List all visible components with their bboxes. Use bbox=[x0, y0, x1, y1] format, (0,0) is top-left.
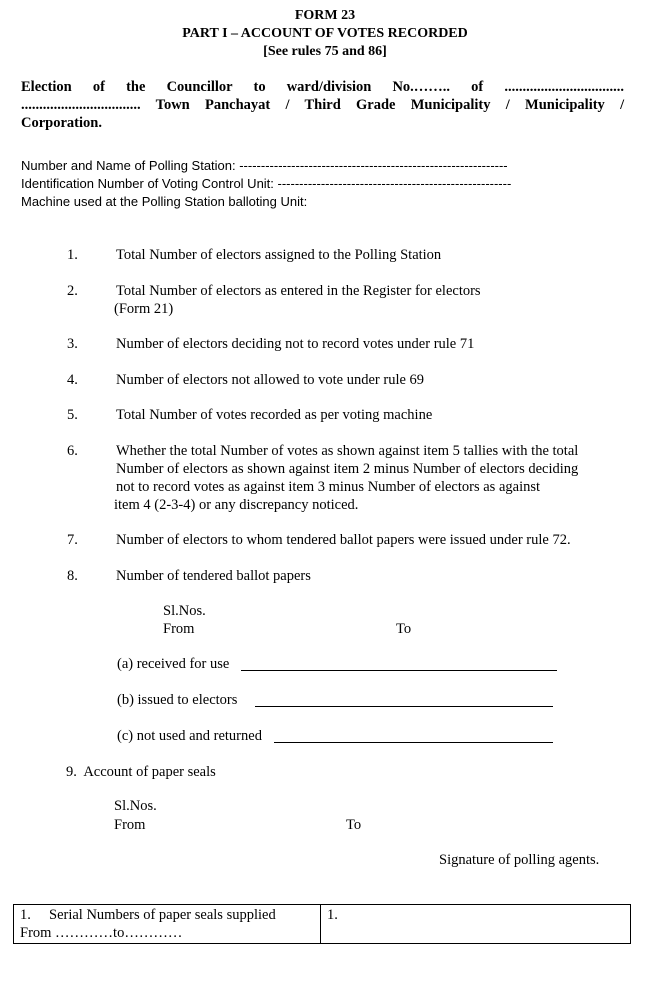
received-for-use-blank[interactable] bbox=[241, 670, 557, 671]
tendered-to-label: To bbox=[396, 621, 412, 637]
item-text-line: Number of electors as shown against item 2 minus Number of electors deciding bbox=[116, 461, 579, 477]
paper-seals-heading: 9. Account of paper seals bbox=[66, 764, 216, 780]
election-line-2-word: Municipality bbox=[410, 97, 491, 113]
election-line-2-word: / bbox=[505, 97, 510, 113]
election-line-1 bbox=[21, 79, 624, 96]
item-text-line: Number of tendered ballot papers bbox=[116, 568, 311, 584]
polling-agents-signature-label: Signature of polling agents. bbox=[439, 852, 600, 868]
table-entry-number: 1. bbox=[327, 907, 338, 923]
tendered-from-label: From bbox=[163, 621, 195, 637]
election-line-1-word: to bbox=[253, 79, 266, 95]
election-line-3: Corporation. bbox=[21, 115, 102, 131]
issued-to-electors-label: (b) issued to electors bbox=[117, 692, 238, 708]
form-rules-reference: [See rules 75 and 86] bbox=[263, 44, 387, 59]
item-number: 2. bbox=[67, 283, 78, 299]
item-number: 4. bbox=[67, 372, 78, 388]
election-line-2-word: Grade bbox=[356, 97, 396, 113]
item-number: 8. bbox=[67, 568, 78, 584]
received-for-use-label: (a) received for use bbox=[117, 656, 230, 672]
item-text-line: not to record votes as against item 3 minus Number of electors as against bbox=[116, 479, 541, 495]
seals-slnos-label: Sl.Nos. bbox=[114, 798, 157, 814]
tendered-slnos-label: Sl.Nos. bbox=[163, 603, 206, 619]
not-used-returned-label: (c) not used and returned bbox=[117, 728, 262, 744]
item-text-line: Number of electors not allowed to vote under rule 69 bbox=[116, 372, 425, 388]
form-number: FORM 23 bbox=[294, 8, 356, 23]
election-line-2 bbox=[21, 97, 624, 114]
seals-to-label: To bbox=[346, 817, 362, 833]
item-number: 5. bbox=[67, 407, 78, 423]
election-line-1-word: of bbox=[92, 79, 105, 95]
not-used-returned-blank[interactable] bbox=[274, 742, 553, 743]
election-line-1-word: Election bbox=[21, 79, 72, 95]
item-text-line: (Form 21) bbox=[114, 301, 174, 317]
election-line-1-word: Councillor bbox=[166, 79, 233, 95]
election-line-2-word: / bbox=[620, 97, 625, 113]
election-line-2-word: / bbox=[285, 97, 290, 113]
item-text-line: Total Number of electors assigned to the Polling Station bbox=[116, 247, 442, 263]
serial-numbers-label: 1. Serial Numbers of paper seals supplied bbox=[20, 907, 276, 923]
item-text-line: item 4 (2-3-4) or any discrepancy noticed. bbox=[114, 497, 359, 513]
item-text-line: Number of electors deciding not to record votes under rule 71 bbox=[116, 336, 475, 352]
election-line-1-word: No.…….. bbox=[392, 79, 451, 95]
voting-control-unit-id-field: Identification Number of Voting Control Unit: ------------------------------------------------------ bbox=[21, 176, 512, 191]
election-line-2-word: Panchayat bbox=[205, 97, 271, 113]
item-text-line: Whether the total Number of votes as shown against item 5 tallies with the total bbox=[116, 443, 579, 459]
election-line-2-word: Town bbox=[155, 97, 190, 113]
election-line-1-word: of bbox=[471, 79, 484, 95]
item-number: 7. bbox=[67, 532, 78, 548]
item-text-line: Total Number of votes recorded as per voting machine bbox=[116, 407, 433, 423]
paper-seals-table bbox=[13, 904, 631, 944]
election-line-1-word: the bbox=[126, 79, 146, 95]
serial-numbers-range: From …………to………… bbox=[20, 925, 183, 941]
seals-from-label: From bbox=[114, 817, 146, 833]
election-line-1-word: ward/division bbox=[286, 79, 372, 95]
election-line-1-word: ................................. bbox=[504, 79, 625, 95]
item-number: 1. bbox=[67, 247, 78, 263]
item-text-line: Number of electors to whom tendered ballot papers were issued under rule 72. bbox=[116, 532, 571, 548]
election-line-2-word: Third bbox=[304, 97, 341, 113]
polling-station-name-field: Number and Name of Polling Station: -------------------------------------------------------------- bbox=[21, 158, 508, 173]
table-cell-serial-numbers bbox=[14, 905, 321, 944]
election-line-2-word: ................................. bbox=[21, 97, 141, 113]
table-row bbox=[14, 905, 631, 944]
form-part-title: PART I – ACCOUNT OF VOTES RECORDED bbox=[182, 26, 468, 41]
item-number: 6. bbox=[67, 443, 78, 459]
issued-to-electors-blank[interactable] bbox=[255, 706, 553, 707]
election-line-2-word: Municipality bbox=[525, 97, 605, 113]
balloting-unit-field: Machine used at the Polling Station balloting Unit: bbox=[21, 194, 308, 209]
item-text-line: Total Number of electors as entered in the Register for electors bbox=[116, 283, 481, 299]
item-number: 3. bbox=[67, 336, 78, 352]
table-cell-entry[interactable] bbox=[321, 905, 631, 944]
